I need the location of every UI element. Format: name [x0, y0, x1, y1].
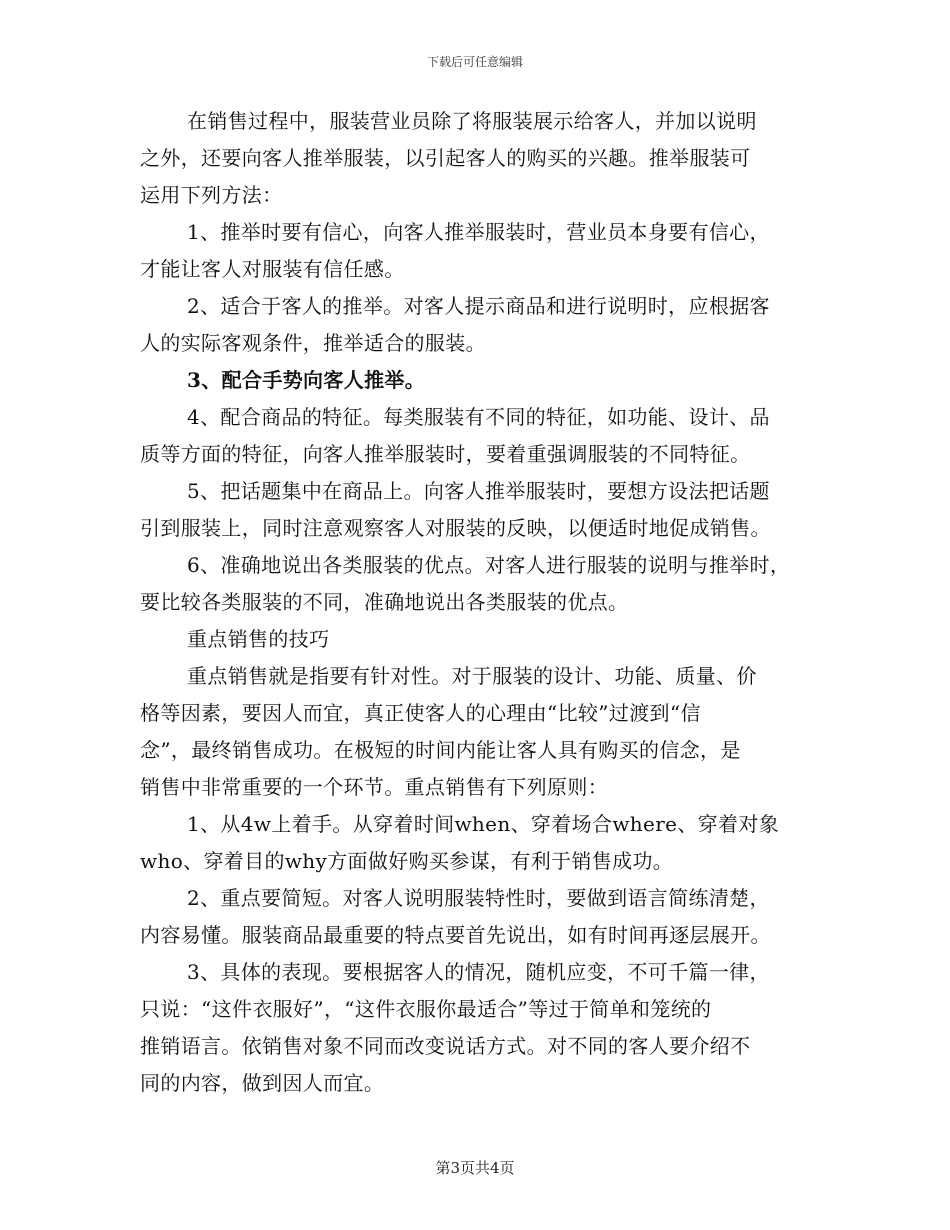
- text-line: 1、推举时要有信心，向客人推举服装时，营业员本身要有信心，: [187, 220, 770, 244]
- text-line: 格等因素，要因人而宜，真正使客人的心理由“比较”过渡到“信: [140, 701, 701, 725]
- text-line: 同的内容，做到因人而宜。: [140, 1071, 385, 1095]
- text-line: 2、适合于客人的推举。对客人提示商品和进行说明时，应根据客: [187, 294, 770, 318]
- text-line: 之外，还要向客人推举服装，以引起客人的购买的兴趣。推举服装可: [140, 146, 751, 170]
- text-line: 才能让客人对服装有信任感。: [140, 257, 405, 281]
- text-line: 1、从4w上着手。从穿着时间when、穿着场合where、穿着对象: [187, 812, 780, 836]
- text-line: 在销售过程中，服装营业员除了将服装展示给客人，并加以说明: [187, 109, 757, 133]
- text-line: 4、配合商品的特征。每类服装有不同的特征，如功能、设计、品: [187, 405, 770, 429]
- document-body: [140, 108, 820, 1107]
- text-line: 3、配合手势向客人推举。: [187, 368, 426, 392]
- text-line: 质等方面的特征，向客人推举服装时，要着重强调服装的不同特征。: [140, 442, 751, 466]
- text-line: 推销语言。依销售对象不同而改变说话方式。对不同的客人要介绍不: [140, 1034, 751, 1058]
- text-line: 人的实际客观条件，推举适合的服装。: [140, 331, 486, 355]
- text-line: 2、重点要简短。对客人说明服装特性时，要做到语言简练清楚，: [187, 886, 770, 910]
- page-header: 下载后可任意编辑: [426, 55, 523, 69]
- text-line: 重点销售就是指要有针对性。对于服装的设计、功能、质量、价: [187, 664, 757, 688]
- text-line: 内容易懂。服装商品最重要的特点要首先说出，如有时间再逐层展开。: [140, 923, 771, 947]
- page-footer: 第3页共4页: [435, 1159, 515, 1177]
- text-line: 5、把话题集中在商品上。向客人推举服装时，要想方设法把话题: [187, 479, 770, 503]
- text-line: 3、具体的表现。要根据客人的情况，随机应变，不可千篇一律，: [187, 960, 770, 984]
- text-line: 运用下列方法：: [140, 183, 283, 207]
- text-line: 6、准确地说出各类服装的优点。对客人进行服装的说明与推举时，: [187, 553, 791, 577]
- text-line: 销售中非常重要的一个环节。重点销售有下列原则：: [140, 775, 609, 799]
- text-line: 只说：“这件衣服好”，“这件衣服你最适合”等过于简单和笼统的: [140, 997, 712, 1021]
- text-line: 重点销售的技巧: [187, 627, 330, 651]
- text-line: 要比较各类服装的不同，准确地说出各类服装的优点。: [140, 590, 629, 614]
- text-line: who、穿着目的why方面做好购买参谋，有利于销售成功。: [140, 849, 674, 873]
- text-line: 念”，最终销售成功。在极短的时间内能让客人具有购买的信念，是: [140, 738, 741, 762]
- text-line: 引到服装上，同时注意观察客人对服装的反映，以便适时地促成销售。: [140, 516, 771, 540]
